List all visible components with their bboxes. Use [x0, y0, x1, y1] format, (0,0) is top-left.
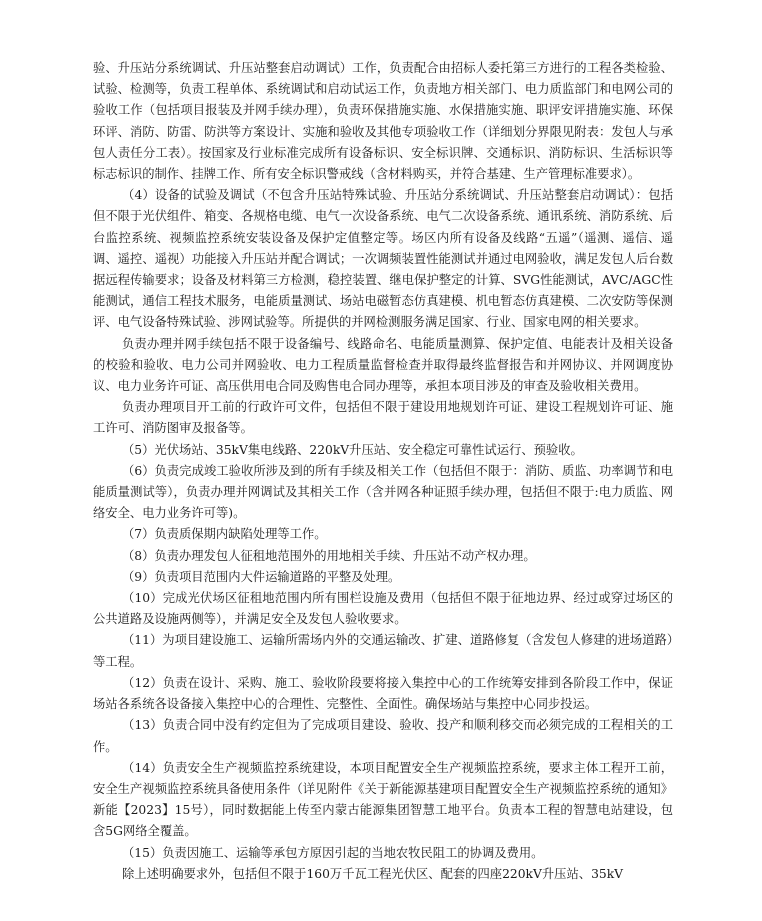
paragraph-item-5: （5）光伏场站、35kV集电线路、220kV升压站、安全稳定可靠性试运行、预验收。	[122, 442, 583, 457]
paragraph-item-12: （12）负责在设计、采购、施工、验收阶段要将接入集控中心的工作统筹安排到各阶段工作中，保证场站各系统各设备接入集控中心的合理性、完整性、全面性。确保场站与集控中心同步投运。	[93, 675, 673, 712]
paragraph-item-9: （9）负责项目范围内大件运输道路的平整及处理。	[122, 569, 401, 584]
paragraph-item-8: （8）负责办理发包人征租地范围外的用地相关手续、升压站不动产权办理。	[122, 548, 536, 563]
paragraph-item-6: （6）负责完成竣工验收所涉及到的所有手续及相关工作（包括但不限于：消防、质监、功率调节和电能质量测试等），负责办理并网调试及其相关工作（含并网各种证照手续办理，包括但不限于:电力质监、网络安全、电力业务许可等)。	[93, 463, 673, 521]
paragraph-item-11: （11）为项目建设施工、运输所需场内外的交通运输改、扩建、道路修复（含发包人修建的进场道路）等工程。	[93, 633, 673, 669]
paragraph-administrative-permits: 负责办理项目开工前的行政许可文件，包括但不限于建设用地规划许可证、建设工程规划许可证、施工许可、消防图审及报备等。	[93, 400, 673, 436]
paragraph-item-4-testing: （4）设备的试验及调试（不包含升压站特殊试验、升压站分系统调试、升压站整套启动调试）：包括但不限于光伏组件、箱变、各规格电缆、电气一次设备系统、电气二次设备系统、通讯系统、消防系统、后台监控系统、视频监控系统安装设备及保护定值整定等。场区内所有设备及线路“五遥”（遥测、遥信、遥调、遥控、遥视）功能接入升压站并配合调试；一次调频装置性能测试并通过电网验收，满足发包人后台数据远程传输要求；设备及材料第三方检测，稳控装置、继电保护整定的计算、SVG性能测试，AVC/AGC性能测试，通信工程技术服务，电能质量测试、场站电磁暂态仿真建模、机电暂态仿真建模、二次安防等保测评、电气设备特殊试验、涉网试验等。所提供的并网检测服务满足国家、行业、国家电网的相关要求。	[93, 188, 673, 330]
paragraph-item-10: （10）完成光伏场区征租地范围内所有围栏设施及费用（包括但不限于征地边界、经过或穿过场区的公共道路及设施两侧等），并满足安全及发包人验收要求。	[93, 591, 673, 627]
paragraph-item-15: （15）负责因施工、运输等承包方原因引起的当地农牧民阻工的协调及费用。	[122, 845, 544, 860]
paragraph-item-13: （13）负责合同中没有约定但为了完成项目建设、验收、投产和顺利移交而必须完成的工程相关的工作。	[93, 718, 673, 754]
paragraph-acceptance-and-signage: 验、升压站分系统调试、升压站整套启动调试）工作，负责配合由招标人委托第三方进行的工程各类检验、试验、检测等，负责工程单体、系统调试和启动试运工作，负责地方相关部门、电力质监部门和电网公司的验收工作（包括项目报装及并网手续办理），负责环保措施实施、水保措施实施、职评安评措施实施、环保环评、消防、防雷、防洪等方案设计、实施和验收及其他专项验收工作（详细划分界限见附表：发包人与承包人责任分工表）。按国家及行业标准完成所有设备标识、安全标识牌、交通标识、消防标识、生活标识等标志标识的制作、挂牌工作、所有安全标识警戒线（含材料购买，并符合基建、生产管理标准要求）。	[93, 61, 673, 182]
paragraph-item-14: （14）负责安全生产视频监控系统建设，本项目配置安全生产视频监控系统，要求主体工程开工前，安全生产视频监控系统具备使用条件（详见附件《关于新能源基建项目配置安全生产视频监控系统的通知》新能【2023】15号），同时数据能上传至内蒙古能源集团智慧工地平台。负责本工程的智慧电站建设，包含5G网络全覆盖。	[93, 760, 673, 839]
paragraph-item-7: （7）负责质保期内缺陷处理等工作。	[122, 527, 327, 542]
document-body	[93, 58, 673, 885]
paragraph-scope-summary: 除上述明确要求外，包括但不限于160万千瓦工程光伏区、配套的四座220kV升压站、35kV	[122, 866, 624, 881]
paragraph-grid-connection: 负责办理并网手续包括不限于设备编号、线路命名、电能质量测算、保护定值、电能表计及相关设备的校验和验收、电力公司并网验收、电力工程质量监督检查并取得最终监督报告和并网协议、并网调度协议、电力业务许可证、高压供用电合同及购售电合同办理等，承担本项目涉及的审查及验收相关费用。	[93, 336, 673, 394]
